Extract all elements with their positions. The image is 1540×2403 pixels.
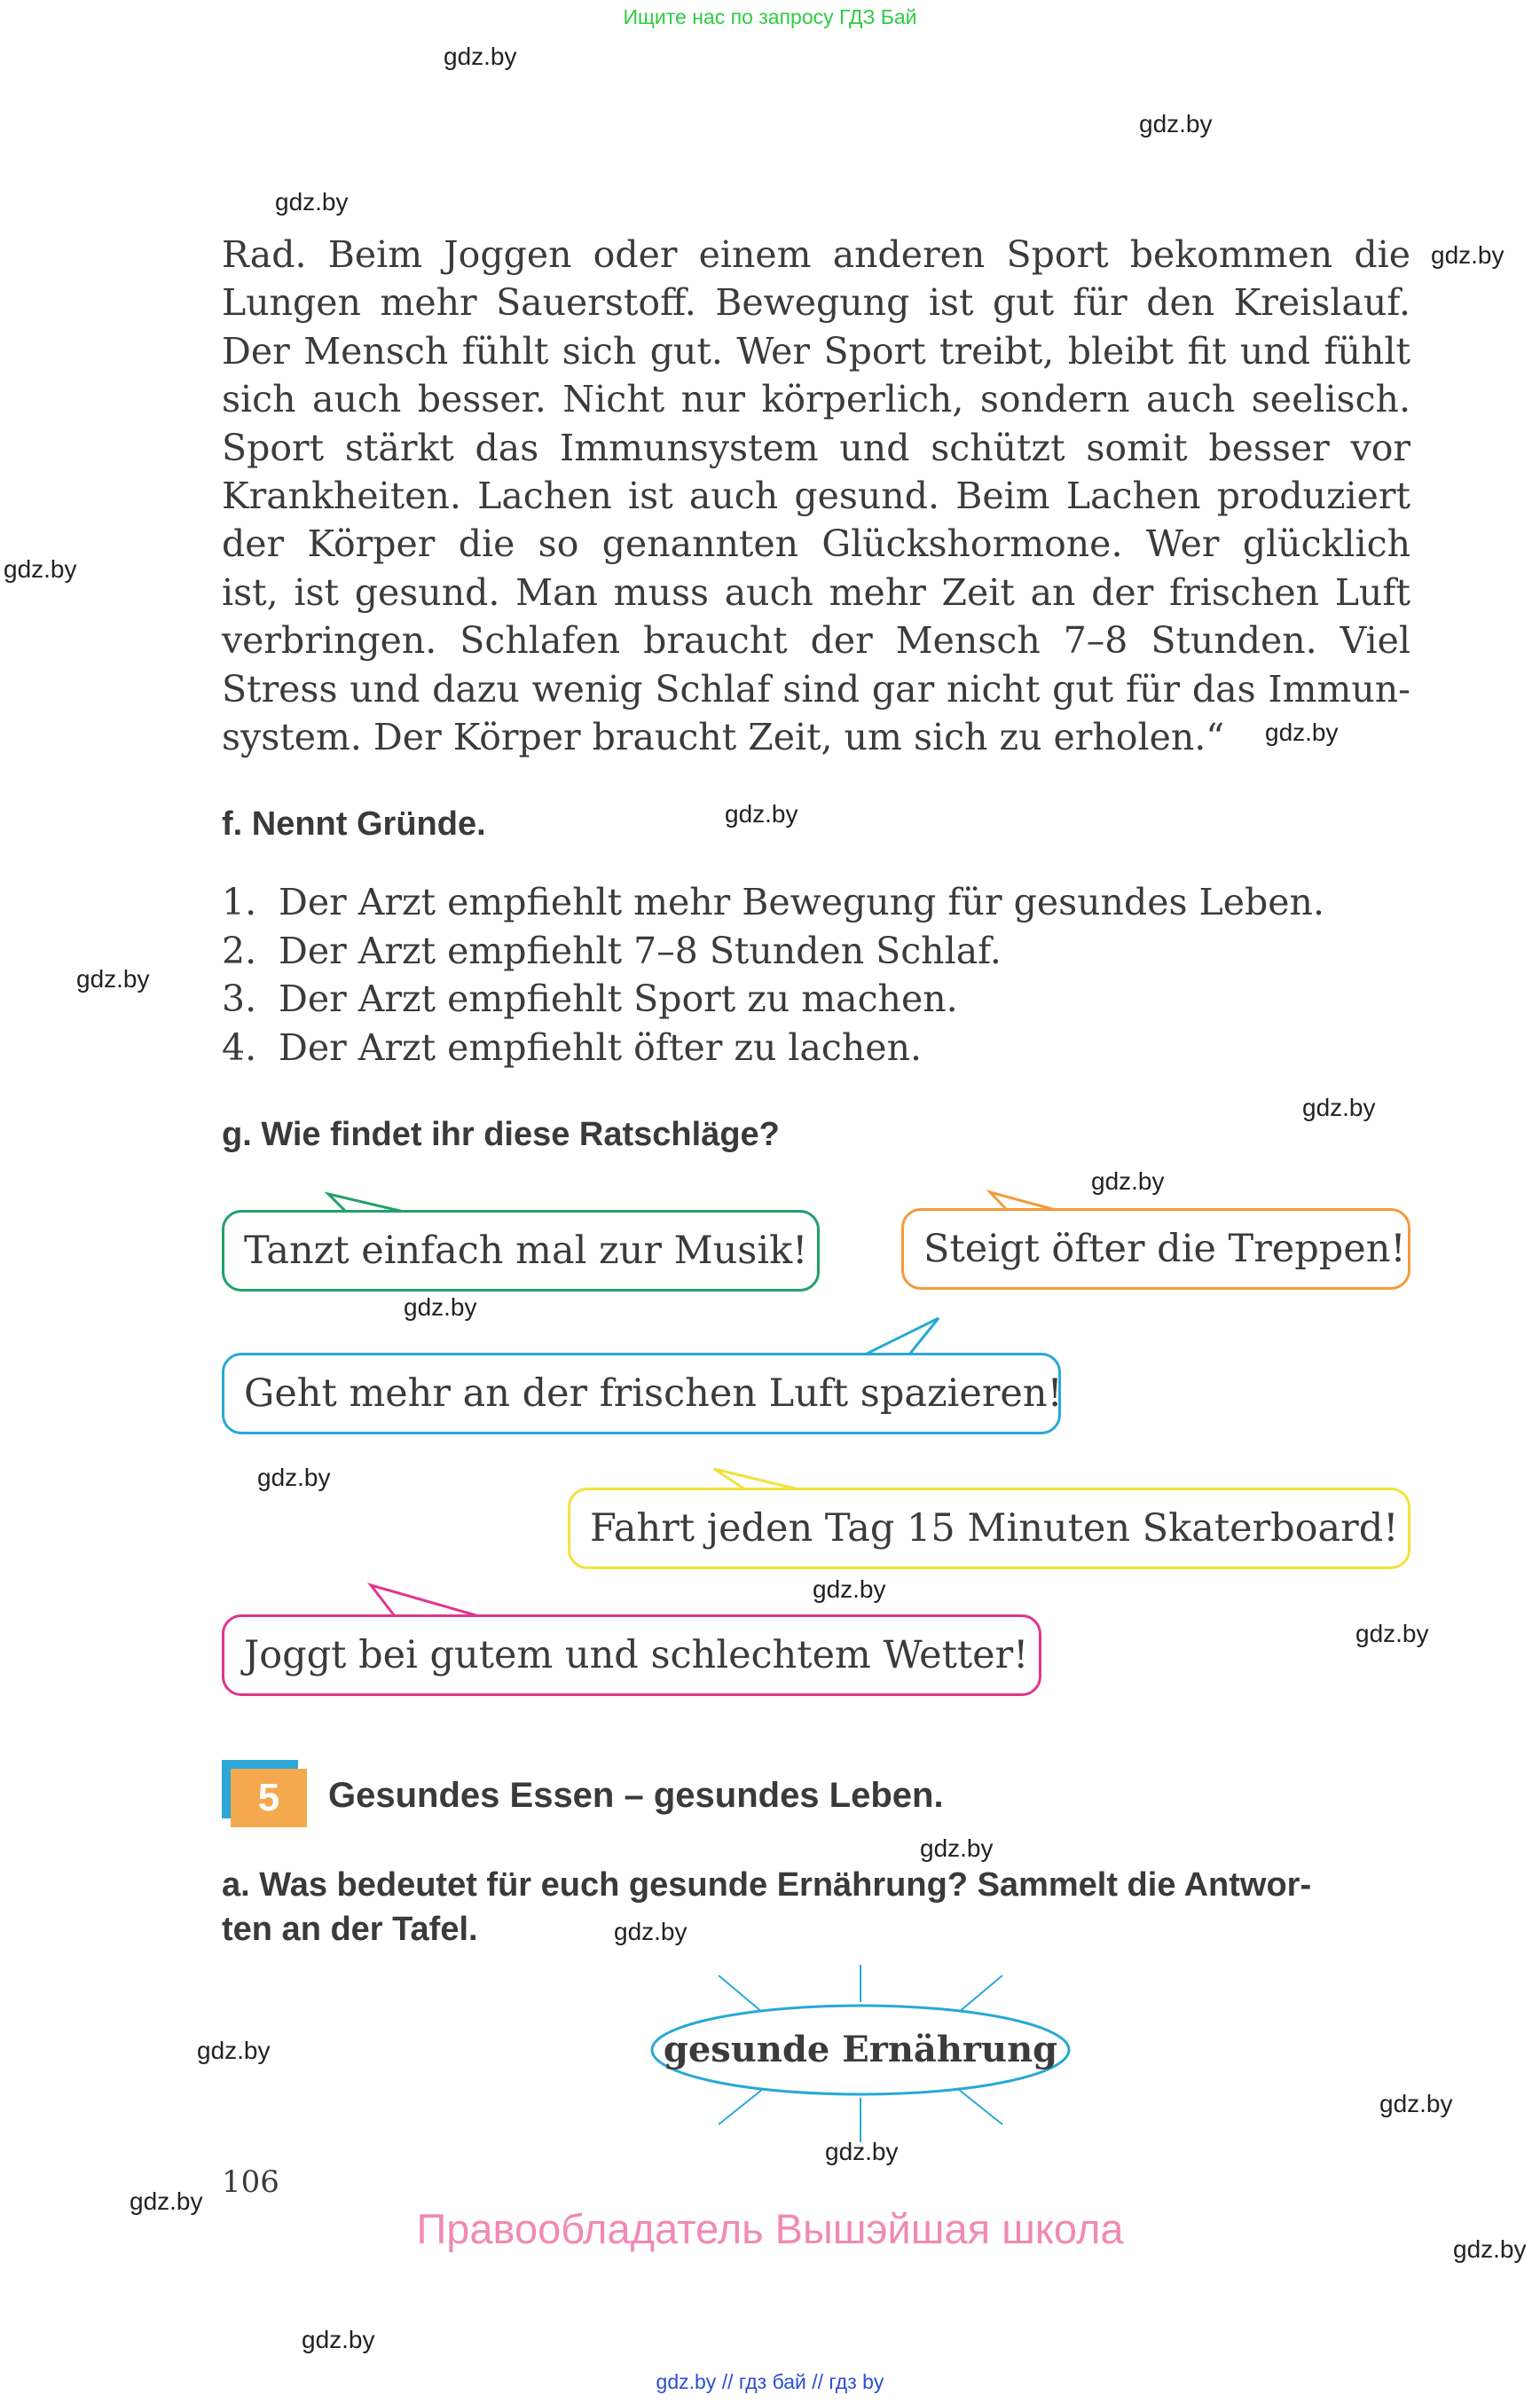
paragraph-line: Sport stärkt das Immunsystem und schützt somit besser vor <box>222 426 1410 469</box>
list-number: 2. <box>222 929 257 972</box>
watermark: gdz.by <box>1091 1167 1165 1195</box>
speech-bubble <box>222 1353 1061 1434</box>
task-a-heading <box>222 1863 1311 1951</box>
watermark: gdz.by <box>444 43 517 70</box>
search-hint: Ищите нас по запросу ГДЗ Бай <box>623 5 917 28</box>
watermark: gdz.by <box>1379 2090 1453 2117</box>
mind-map-diagram <box>585 1956 1135 2160</box>
paragraph-line: Stress und dazu wenig Schlaf sind gar nicht gut für das Immun- <box>222 667 1410 711</box>
task-a-line: ten an der Tafel. <box>222 1911 478 1948</box>
paragraph-line: sich auch besser. Nicht nur körperlich, sondern auch seelisch. <box>222 378 1410 421</box>
paragraph-line: ist, ist gesund. Man muss auch mehr Zeit an der frischen Luft <box>222 570 1410 614</box>
list-number: 3. <box>222 978 257 1020</box>
footer-links: gdz.by // гдз бай // гдз by <box>656 2370 884 2393</box>
speech-bubble-text: Tanzt einfach mal zur Musik! <box>244 1229 808 1273</box>
watermark: gdz.by <box>1453 2235 1527 2263</box>
list-number: 4. <box>222 1025 257 1069</box>
speech-bubble <box>222 1210 820 1292</box>
watermark: gdz.by <box>825 2138 899 2165</box>
speech-bubble-text: Joggt bei gutem und schlechtem Wetter! <box>244 1633 1029 1677</box>
watermark: gdz.by <box>813 1575 886 1603</box>
exercise-number: 5 <box>231 1769 307 1827</box>
speech-bubble-text: Geht mehr an der frischen Luft spazieren! <box>244 1371 1063 1416</box>
list-text: Der Arzt empfiehlt öfter zu lachen. <box>279 1025 923 1069</box>
paragraph-line: system. Der Körper braucht Zeit, um sich zu erholen.“ <box>222 716 1225 759</box>
mind-map-label: gesunde Ernährung <box>663 2029 1058 2070</box>
speech-bubble-text: Steigt öfter die Treppen! <box>923 1227 1406 1271</box>
bubble-tail <box>328 1194 404 1212</box>
mind-map-ray <box>719 2089 763 2124</box>
exercise-number-badge <box>222 1760 307 1827</box>
paragraph-line: Krankheiten. Lachen ist auch gesund. Beim Lachen produziert <box>222 475 1410 518</box>
paragraph-line: Rad. Beim Joggen oder einem anderen Sport bekommen die <box>222 233 1410 276</box>
mind-map-ray <box>958 2089 1002 2124</box>
copyright-notice: Правообладатель Вышэйшая школа <box>416 2205 1124 2252</box>
watermark: gdz.by <box>197 2037 271 2064</box>
watermark: gdz.by <box>920 1834 994 1862</box>
speech-bubble <box>568 1488 1410 1569</box>
task-a-line: a. Was bedeutet für euch gesunde Ernährung? Sammelt die Antwor- <box>222 1866 1312 1904</box>
task-g-heading: g. Wie findet ihr diese Ratschläge? <box>222 1116 780 1153</box>
paragraph-line: der Körper die so genannten Glückshormone. Wer glücklich <box>222 522 1410 566</box>
watermark: gdz.by <box>4 555 77 583</box>
paragraph-line: Der Mensch fühlt sich gut. Wer Sport treibt, bleibt fit und fühlt <box>222 329 1410 373</box>
bubble-tail <box>990 1192 1056 1210</box>
watermark: gdz.by <box>1355 1620 1429 1647</box>
task-f-heading: f. Nennt Gründe. <box>222 805 486 843</box>
paragraph-line: Lungen mehr Sauerstoff. Bewegung ist gut für den Kreislauf. <box>222 281 1410 325</box>
bubble-tail <box>865 1318 939 1355</box>
watermark: gdz.by <box>614 1918 688 1945</box>
watermark: gdz.by <box>725 800 798 828</box>
section-title: Gesundes Essen – gesundes Leben. <box>328 1776 944 1815</box>
list-number: 1. <box>222 881 257 923</box>
page-number: 106 <box>222 2164 279 2200</box>
bubble-tail <box>714 1469 798 1489</box>
list-text: Der Arzt empfiehlt mehr Bewegung für gesundes Leben. <box>279 881 1324 923</box>
watermark: gdz.by <box>257 1464 331 1491</box>
speech-bubble <box>222 1614 1041 1696</box>
list-text: Der Arzt empfiehlt 7–8 Stunden Schlaf. <box>279 929 1002 972</box>
watermark: gdz.by <box>76 965 150 993</box>
watermark: gdz.by <box>404 1293 477 1321</box>
bubble-tail <box>371 1585 479 1616</box>
mind-map-ray <box>719 1975 763 2013</box>
mind-map-ray <box>958 1975 1002 2013</box>
paragraph-line: verbringen. Schlafen braucht der Mensch 7–8 Stunden. Viel <box>222 619 1410 663</box>
watermark: gdz.by <box>1302 1094 1376 1121</box>
watermark: gdz.by <box>130 2187 203 2215</box>
list-text: Der Arzt empfiehlt Sport zu machen. <box>279 978 958 1020</box>
speech-bubble <box>901 1208 1410 1290</box>
watermark: gdz.by <box>302 2326 375 2353</box>
watermark: gdz.by <box>1431 241 1505 269</box>
watermark: gdz.by <box>275 188 349 216</box>
watermark: gdz.by <box>1139 110 1213 137</box>
watermark: gdz.by <box>1265 719 1339 746</box>
speech-bubble-text: Fahrt jeden Tag 15 Minuten Skaterboard! <box>590 1506 1399 1551</box>
